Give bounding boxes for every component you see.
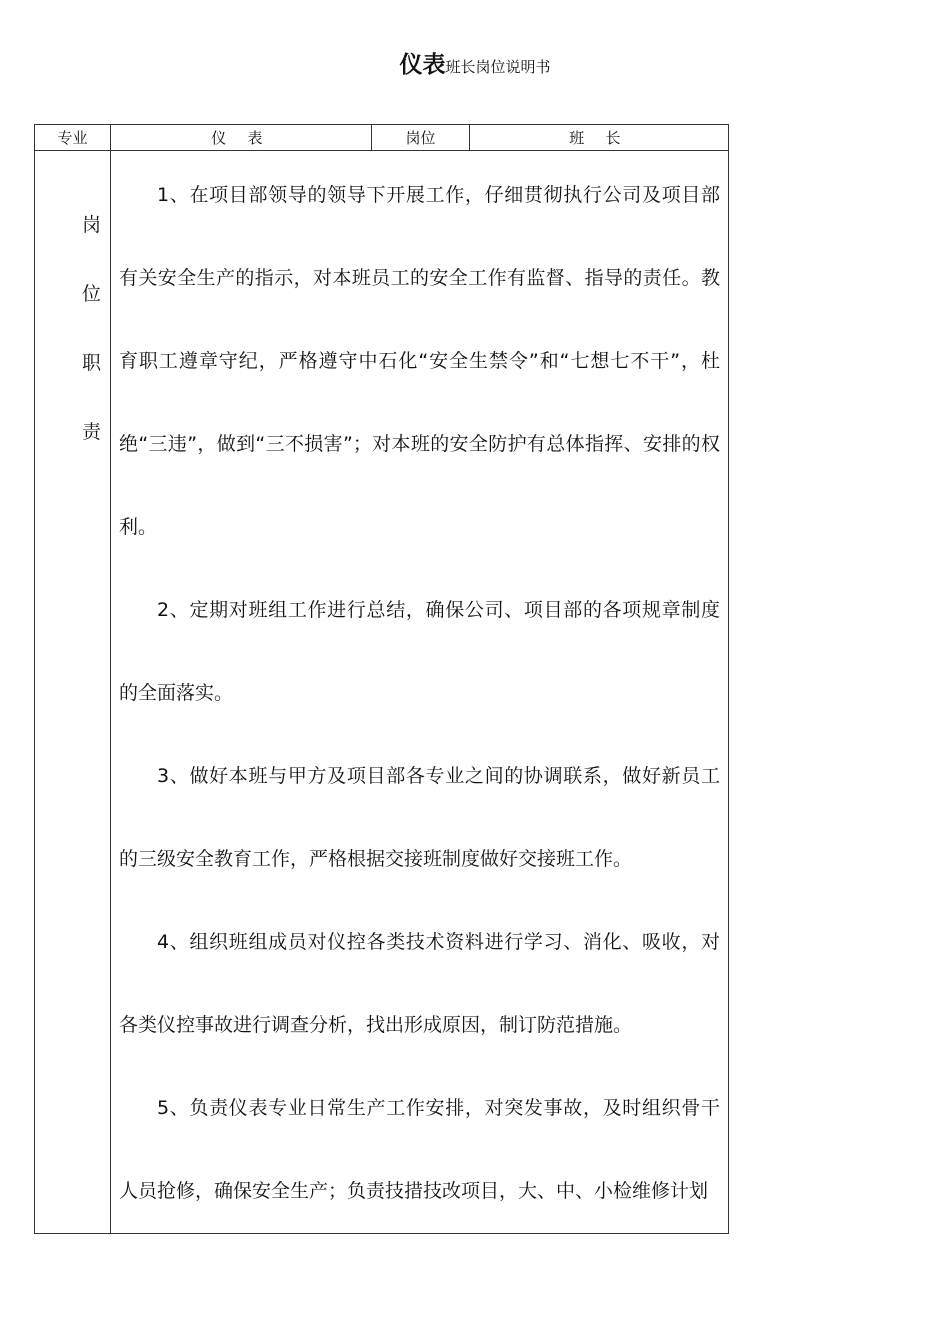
job-description-table [34, 124, 729, 1234]
duty-item: 2、定期对班组工作进行总结，确保公司、项目部的各项规章制度的全面落实。 [119, 599, 720, 704]
document-title [0, 46, 950, 79]
header-specialty-label: 专业 [35, 125, 111, 151]
header-position-value: 班 长 [470, 125, 729, 151]
duties-row [35, 151, 729, 1234]
side-char: 职 [81, 352, 101, 374]
duties-side-label [35, 151, 111, 1234]
side-char: 责 [81, 421, 101, 443]
duties-content-cell [111, 151, 729, 1234]
header-row [35, 125, 729, 151]
duty-item: 3、做好本班与甲方及项目部各专业之间的协调联系，做好新员工的三级安全教育工作，严格根据交接班制度做好交接班工作。 [119, 765, 720, 870]
duty-item: 4、组织班组成员对仪控各类技术资料进行学习、消化、吸收，对各类仪控事故进行调查分析，找出形成原因，制订防范措施。 [119, 931, 720, 1036]
duty-item: 5、负责仪表专业日常生产工作安排，对突发事故，及时组织骨干人员抢修，确保安全生产；负责技措技改项目，大、中、小检维修计划 [119, 1097, 720, 1202]
title-rest: 班长岗位说明书 [445, 58, 551, 76]
header-position-label: 岗位 [372, 125, 470, 151]
duties-content [111, 151, 728, 1233]
side-char: 岗 [81, 214, 101, 236]
duty-item: 1、在项目部领导的领导下开展工作，仔细贯彻执行公司及项目部有关安全生产的指示，对本班员工的安全工作有监督、指导的责任。教育职工遵章守纪，严格遵守中石化“安全生禁令”和“七想七不干”，杜绝“三违”，做到“三不损害”；对本班的安全防护有总体指挥、安排的权利。 [119, 184, 720, 538]
side-char: 位 [81, 283, 101, 305]
title-bold: 仪表 [399, 52, 446, 78]
header-specialty-value: 仪 表 [111, 125, 372, 151]
